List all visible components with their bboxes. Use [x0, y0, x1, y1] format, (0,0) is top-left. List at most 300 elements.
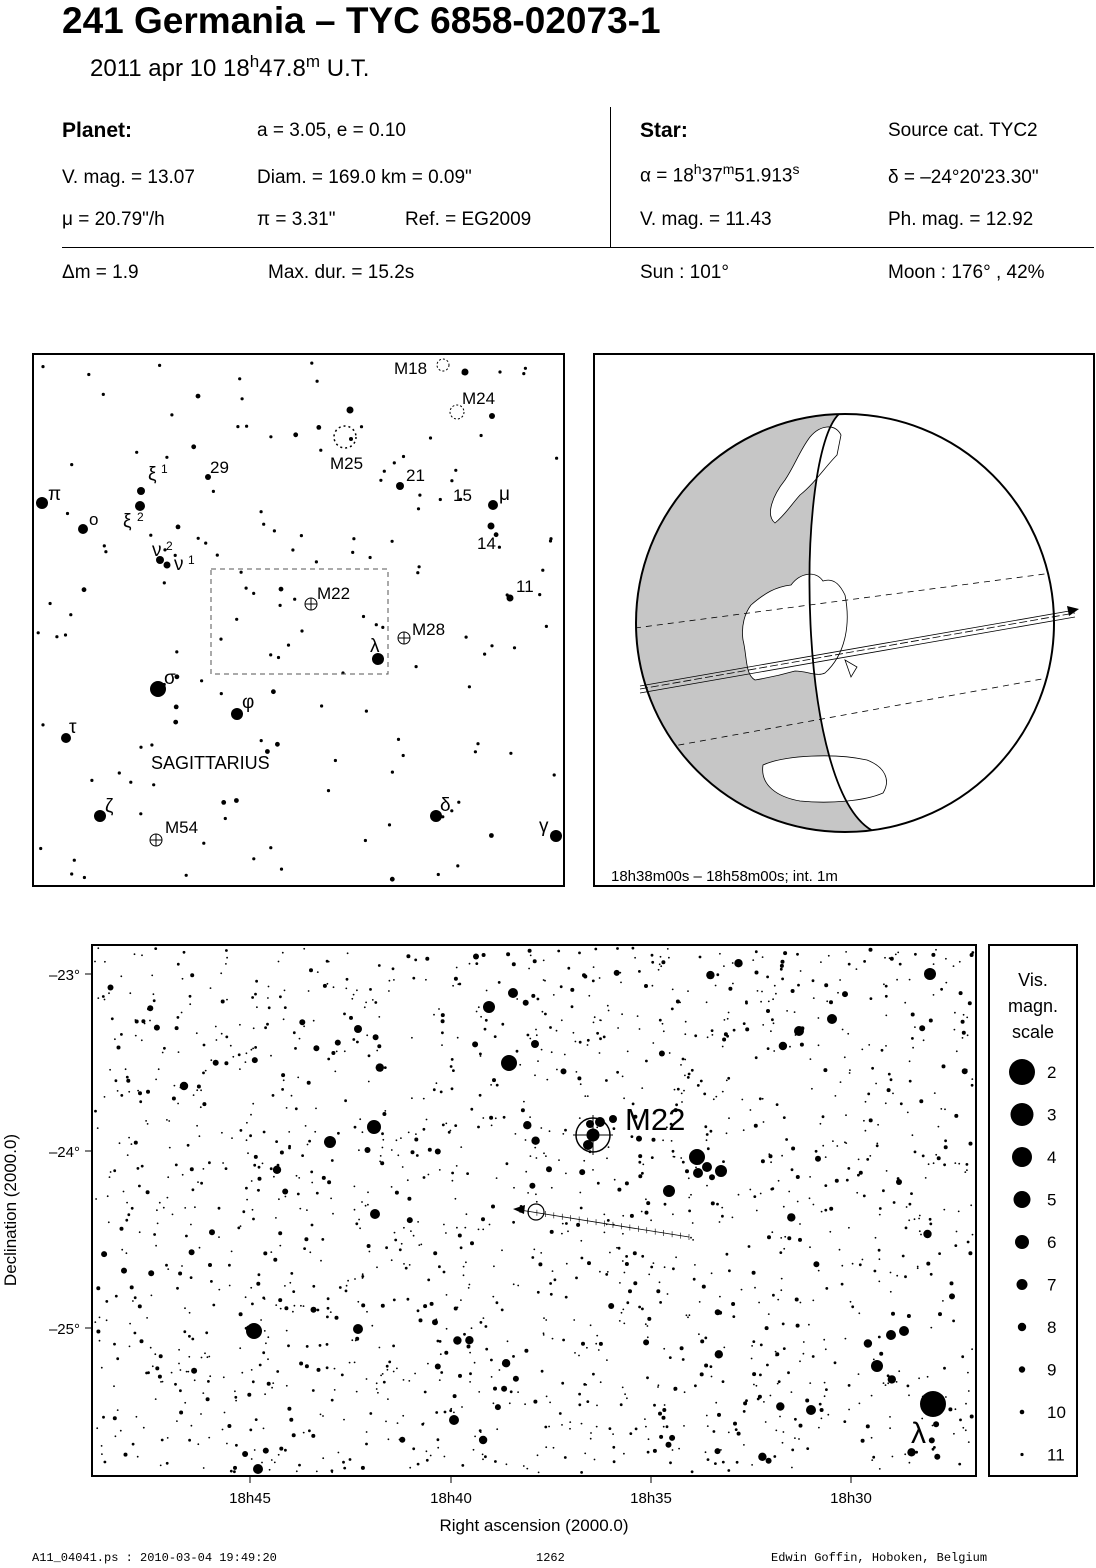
m22-globular-icon — [305, 598, 317, 610]
label-tau: τ — [69, 717, 77, 738]
detail-star — [664, 1266, 666, 1268]
finder-star — [279, 604, 282, 607]
detail-star — [550, 1293, 553, 1296]
detail-star — [124, 1453, 128, 1457]
detail-star — [866, 1158, 869, 1161]
detail-star — [102, 995, 105, 998]
detail-star — [885, 1102, 887, 1104]
detail-star — [791, 1391, 793, 1393]
detail-star — [460, 1146, 462, 1148]
detail-star — [183, 951, 186, 954]
detail-star — [384, 1110, 386, 1112]
detail-star — [721, 1215, 724, 1218]
detail-star — [608, 1010, 610, 1012]
finder-star — [275, 742, 280, 747]
detail-star — [469, 1381, 471, 1383]
detail-star — [172, 1214, 174, 1216]
detail-star — [322, 1176, 326, 1180]
detail-star — [393, 1371, 395, 1373]
detail-star — [317, 1309, 320, 1312]
finder-star — [418, 494, 421, 497]
detail-star — [365, 1443, 368, 1446]
detail-star — [780, 964, 784, 968]
detail-star — [408, 1380, 410, 1382]
detail-star — [270, 1251, 272, 1253]
detail-star — [812, 1355, 815, 1358]
detail-star — [694, 1034, 697, 1037]
detail-star — [607, 1005, 609, 1007]
detail-star — [858, 1373, 860, 1375]
detail-star — [134, 953, 136, 955]
detail-star — [155, 1079, 157, 1081]
detail-star — [839, 1249, 841, 1251]
detail-star — [625, 1181, 629, 1185]
detail-star — [456, 1165, 458, 1167]
detail-star — [161, 1439, 164, 1442]
detail-star — [113, 1343, 116, 1346]
detail-star — [671, 1008, 674, 1011]
detail-star — [607, 1271, 609, 1273]
detail-star — [569, 1421, 571, 1423]
detail-star — [690, 1194, 692, 1196]
detail-star — [775, 1430, 777, 1432]
detail-star — [319, 1344, 322, 1347]
detail-star — [845, 1114, 847, 1116]
detail-star — [787, 1236, 791, 1240]
detail-star — [629, 1432, 632, 1435]
detail-star — [105, 1300, 108, 1303]
detail-star — [138, 1304, 142, 1308]
detail-star — [875, 1237, 877, 1239]
detail-star — [825, 1388, 828, 1391]
detail-bright-star — [253, 1464, 263, 1474]
detail-star — [844, 1056, 846, 1058]
detail-star — [645, 1211, 649, 1215]
detail-star — [952, 1320, 955, 1323]
finder-star — [456, 864, 459, 867]
detail-star — [186, 1371, 188, 1373]
detail-star — [653, 1262, 655, 1264]
detail-star — [608, 1303, 614, 1309]
detail-star — [734, 959, 742, 967]
detail-star — [945, 982, 947, 984]
detail-star — [239, 1347, 241, 1349]
detail-star — [125, 1068, 127, 1070]
detail-star — [545, 1319, 547, 1321]
detail-star — [534, 1074, 536, 1076]
detail-star — [288, 1147, 291, 1150]
detail-star — [550, 1230, 554, 1234]
label-m24: M24 — [462, 389, 496, 408]
detail-star — [540, 1252, 542, 1254]
detail-star — [309, 968, 313, 972]
detail-star — [437, 1438, 440, 1441]
detail-star — [938, 1126, 940, 1128]
detail-star — [633, 1251, 637, 1255]
detail-star — [309, 1251, 311, 1253]
detail-star — [365, 1205, 367, 1207]
detail-star — [272, 1382, 274, 1384]
finder-star — [197, 537, 200, 540]
detail-star — [366, 1378, 368, 1380]
label-xi2: ξ — [123, 511, 132, 532]
detail-star — [642, 1164, 644, 1166]
finder-star — [69, 613, 72, 616]
finder-star — [316, 380, 319, 383]
detail-star — [727, 1077, 730, 1080]
detail-star — [726, 1253, 729, 1256]
detail-star — [888, 1073, 891, 1076]
detail-star — [388, 1438, 390, 1440]
detail-star — [284, 1285, 286, 1287]
mag-scale-value: 6 — [1047, 1233, 1057, 1252]
detail-star — [523, 1121, 531, 1129]
detail-star — [263, 1131, 266, 1134]
detail-star — [316, 1192, 319, 1195]
finder-star — [191, 444, 196, 449]
detail-star — [441, 1013, 445, 1017]
detail-star — [455, 1198, 457, 1200]
detail-star — [178, 1363, 180, 1365]
detail-star — [245, 1296, 247, 1298]
detail-star — [446, 1328, 448, 1330]
detail-star — [354, 1278, 356, 1280]
detail-star — [780, 968, 783, 971]
detail-star — [540, 1127, 542, 1129]
detail-star — [175, 1026, 179, 1030]
detail-star — [128, 1091, 130, 1093]
detail-star — [832, 1140, 834, 1142]
detail-star — [294, 1305, 296, 1307]
detail-star — [625, 1255, 628, 1258]
detail-star — [579, 1169, 585, 1175]
finder-star — [327, 789, 330, 792]
detail-star — [166, 1462, 169, 1465]
mag-scale-value: 9 — [1047, 1360, 1057, 1380]
detail-star — [771, 1018, 774, 1021]
detail-star — [130, 1285, 134, 1289]
detail-star — [120, 1094, 123, 1097]
detail-star — [451, 1087, 454, 1090]
detail-star — [307, 1144, 309, 1146]
detail-star — [751, 1345, 753, 1347]
detail-star — [493, 1387, 497, 1391]
finder-star — [175, 650, 178, 653]
detail-star — [824, 983, 828, 987]
detail-star — [266, 1023, 269, 1026]
detail-star — [155, 1366, 159, 1370]
detail-star — [412, 1447, 415, 1450]
planet-parallax: π = 3.31" — [257, 209, 336, 230]
detail-star — [403, 1227, 405, 1229]
m22-detail-label: M22 — [625, 1102, 686, 1137]
detail-star — [721, 1207, 723, 1209]
detail-star — [578, 1355, 580, 1357]
detail-star — [893, 1201, 896, 1204]
detail-star — [281, 1088, 284, 1091]
detail-star — [647, 1325, 649, 1327]
finder-star — [524, 367, 527, 370]
detail-star — [918, 1218, 920, 1220]
detail-star — [271, 1459, 273, 1461]
detail-star — [482, 1229, 484, 1231]
detail-star — [633, 1281, 637, 1285]
detail-star — [794, 1418, 797, 1421]
detail-star — [246, 1199, 248, 1201]
detail-star — [287, 1344, 290, 1347]
footer-number: 1262 — [536, 1551, 565, 1565]
detail-star — [132, 1443, 135, 1446]
detail-star — [485, 1019, 488, 1022]
detail-star — [349, 1016, 353, 1020]
detail-star — [197, 1181, 199, 1183]
finder-star — [240, 571, 243, 574]
detail-star — [861, 1439, 865, 1443]
detail-star — [529, 1183, 535, 1189]
detail-star — [331, 1469, 334, 1472]
detail-star — [99, 1340, 101, 1342]
detail-star — [673, 1387, 677, 1391]
detail-star — [580, 1083, 582, 1085]
detail-star — [467, 1345, 471, 1349]
detail-star — [202, 1392, 204, 1394]
detail-star — [113, 1169, 116, 1172]
label-15: 15 — [453, 486, 472, 505]
detail-star — [688, 1197, 690, 1199]
detail-star — [954, 1162, 956, 1164]
detail-star — [706, 1185, 708, 1187]
detail-star — [156, 1209, 158, 1211]
detail-star — [257, 1189, 260, 1192]
detail-star — [672, 1449, 674, 1451]
finder-star — [176, 525, 181, 530]
finder-star — [457, 801, 460, 804]
finder-star — [245, 425, 248, 428]
detail-star — [414, 959, 417, 962]
detail-star — [728, 987, 732, 991]
detail-star — [354, 1126, 357, 1129]
detail-star — [516, 1050, 519, 1053]
detail-star — [479, 1436, 487, 1444]
finder-star — [506, 593, 509, 596]
detail-star — [378, 964, 381, 967]
detail-star — [570, 988, 574, 992]
detail-star — [271, 1387, 273, 1389]
detail-star — [872, 1456, 875, 1459]
detail-star — [748, 1245, 751, 1248]
detail-star — [126, 1252, 128, 1254]
detail-star — [940, 988, 943, 991]
detail-star — [141, 1019, 145, 1023]
detail-star — [829, 1207, 833, 1211]
detail-star — [369, 1412, 372, 1415]
detail-star — [716, 973, 719, 976]
detail-star — [530, 955, 532, 957]
detail-star — [576, 1071, 578, 1073]
detail-star — [190, 1224, 192, 1226]
detail-star — [879, 1468, 881, 1470]
finder-star — [224, 817, 227, 820]
detail-star — [592, 980, 595, 983]
detail-star — [458, 1374, 462, 1378]
finder-star — [293, 432, 298, 437]
detail-star — [715, 1402, 717, 1404]
mag-scale-dot — [1009, 1059, 1035, 1085]
detail-star — [706, 1139, 708, 1141]
detail-star — [372, 999, 374, 1001]
detail-star — [728, 1269, 731, 1272]
detail-star — [424, 1391, 427, 1394]
detail-star — [789, 1046, 791, 1048]
detail-star — [767, 1047, 770, 1050]
detail-star — [202, 1072, 205, 1075]
detail-star — [247, 1152, 249, 1154]
finder-star — [450, 809, 453, 812]
finder-star — [522, 372, 525, 375]
detail-star — [357, 1301, 359, 1303]
detail-star — [382, 1112, 386, 1116]
detail-star — [892, 1093, 894, 1095]
detail-star — [620, 982, 622, 984]
detail-bright-star — [663, 1185, 675, 1197]
detail-star — [263, 1428, 265, 1430]
detail-star — [108, 985, 114, 991]
detail-star — [356, 989, 358, 991]
detail-star — [417, 1309, 420, 1312]
detail-star — [722, 1380, 725, 1383]
detail-star — [160, 1465, 162, 1467]
m28-globular-icon — [398, 632, 410, 644]
detail-star — [212, 1304, 215, 1307]
detail-star — [659, 1281, 661, 1283]
detail-star — [770, 1395, 772, 1397]
detail-star — [910, 1192, 913, 1195]
detail-star — [245, 1187, 248, 1190]
finder-star — [450, 479, 453, 482]
detail-star — [700, 1339, 704, 1343]
sun-elongation: Sun : 101° — [640, 262, 729, 283]
detail-star — [694, 1384, 697, 1387]
detail-star — [415, 1133, 417, 1135]
detail-star — [403, 1379, 405, 1381]
detail-star — [188, 1335, 191, 1338]
detail-star — [445, 1123, 447, 1125]
detail-star — [439, 1379, 441, 1381]
finder-star — [118, 771, 121, 774]
detail-star — [474, 1436, 476, 1438]
detail-star — [732, 1217, 734, 1219]
detail-star — [228, 1264, 231, 1267]
detail-star — [822, 1115, 825, 1118]
detail-star — [775, 993, 777, 995]
detail-star — [158, 1068, 160, 1070]
detail-star — [182, 1174, 184, 1176]
detail-star — [783, 1347, 786, 1350]
detail-star — [286, 1385, 288, 1387]
finder-star — [170, 413, 173, 416]
detail-star — [533, 959, 537, 963]
detail-bright-star — [483, 1001, 495, 1013]
detail-star — [486, 990, 488, 992]
finder-star — [360, 425, 363, 428]
detail-star — [796, 1175, 800, 1179]
detail-star — [427, 1363, 429, 1365]
finder-bright-star — [489, 413, 495, 419]
detail-star — [856, 1192, 858, 1194]
detail-star — [389, 980, 391, 982]
mag-scale-value: 11 — [1047, 1445, 1065, 1465]
detail-star — [379, 1161, 381, 1163]
detail-bright-star — [886, 1330, 896, 1340]
detail-star — [226, 957, 228, 959]
detail-star — [885, 995, 888, 998]
detail-star — [426, 1459, 429, 1462]
detail-star — [376, 1388, 378, 1390]
detail-star — [491, 1376, 493, 1378]
detail-star — [134, 1332, 137, 1335]
detail-star — [621, 1013, 623, 1015]
detail-star — [911, 1037, 914, 1040]
detail-star — [409, 1467, 411, 1469]
finder-star — [391, 540, 394, 543]
finder-star — [474, 750, 477, 753]
detail-star — [634, 957, 636, 959]
detail-star — [334, 1389, 336, 1391]
detail-star — [526, 1468, 528, 1470]
detail-star — [650, 1266, 653, 1269]
detail-star — [126, 1076, 129, 1079]
detail-star — [96, 1427, 98, 1429]
detail-star — [524, 1403, 526, 1405]
detail-star — [564, 1456, 567, 1459]
detail-star — [722, 1046, 724, 1048]
detail-star — [961, 1355, 964, 1358]
detail-star — [707, 1458, 710, 1461]
detail-star — [347, 952, 349, 954]
finder-star — [402, 754, 405, 757]
detail-star — [146, 1190, 150, 1194]
label-pi: π — [48, 484, 62, 505]
detail-star — [949, 1293, 955, 1299]
detail-star — [225, 963, 227, 965]
detail-star — [233, 1470, 236, 1473]
detail-star — [907, 1385, 910, 1388]
detail-star — [153, 993, 155, 995]
detail-star — [965, 1429, 967, 1431]
detail-star — [868, 1044, 870, 1046]
detail-star — [865, 1130, 867, 1132]
detail-star — [254, 1449, 256, 1451]
detail-star — [732, 1315, 735, 1318]
detail-star — [359, 1227, 361, 1229]
finder-star — [163, 581, 166, 584]
detail-star — [603, 1036, 606, 1039]
detail-star — [779, 1042, 787, 1050]
detail-star — [719, 953, 721, 955]
finder-stars — [36, 362, 562, 882]
detail-star — [441, 1031, 444, 1034]
mag-scale-dot — [1019, 1366, 1025, 1372]
detail-star — [713, 1430, 716, 1433]
detail-star — [445, 1232, 447, 1234]
detail-star — [106, 1319, 108, 1321]
moon-elongation: Moon : 176° , 42% — [888, 262, 1045, 283]
footer-author: Edwin Goffin, Hoboken, Belgium — [771, 1551, 988, 1565]
detail-star — [356, 1391, 358, 1393]
detail-star — [311, 1307, 317, 1313]
detail-bright-star — [508, 988, 518, 998]
detail-star — [496, 1301, 499, 1304]
